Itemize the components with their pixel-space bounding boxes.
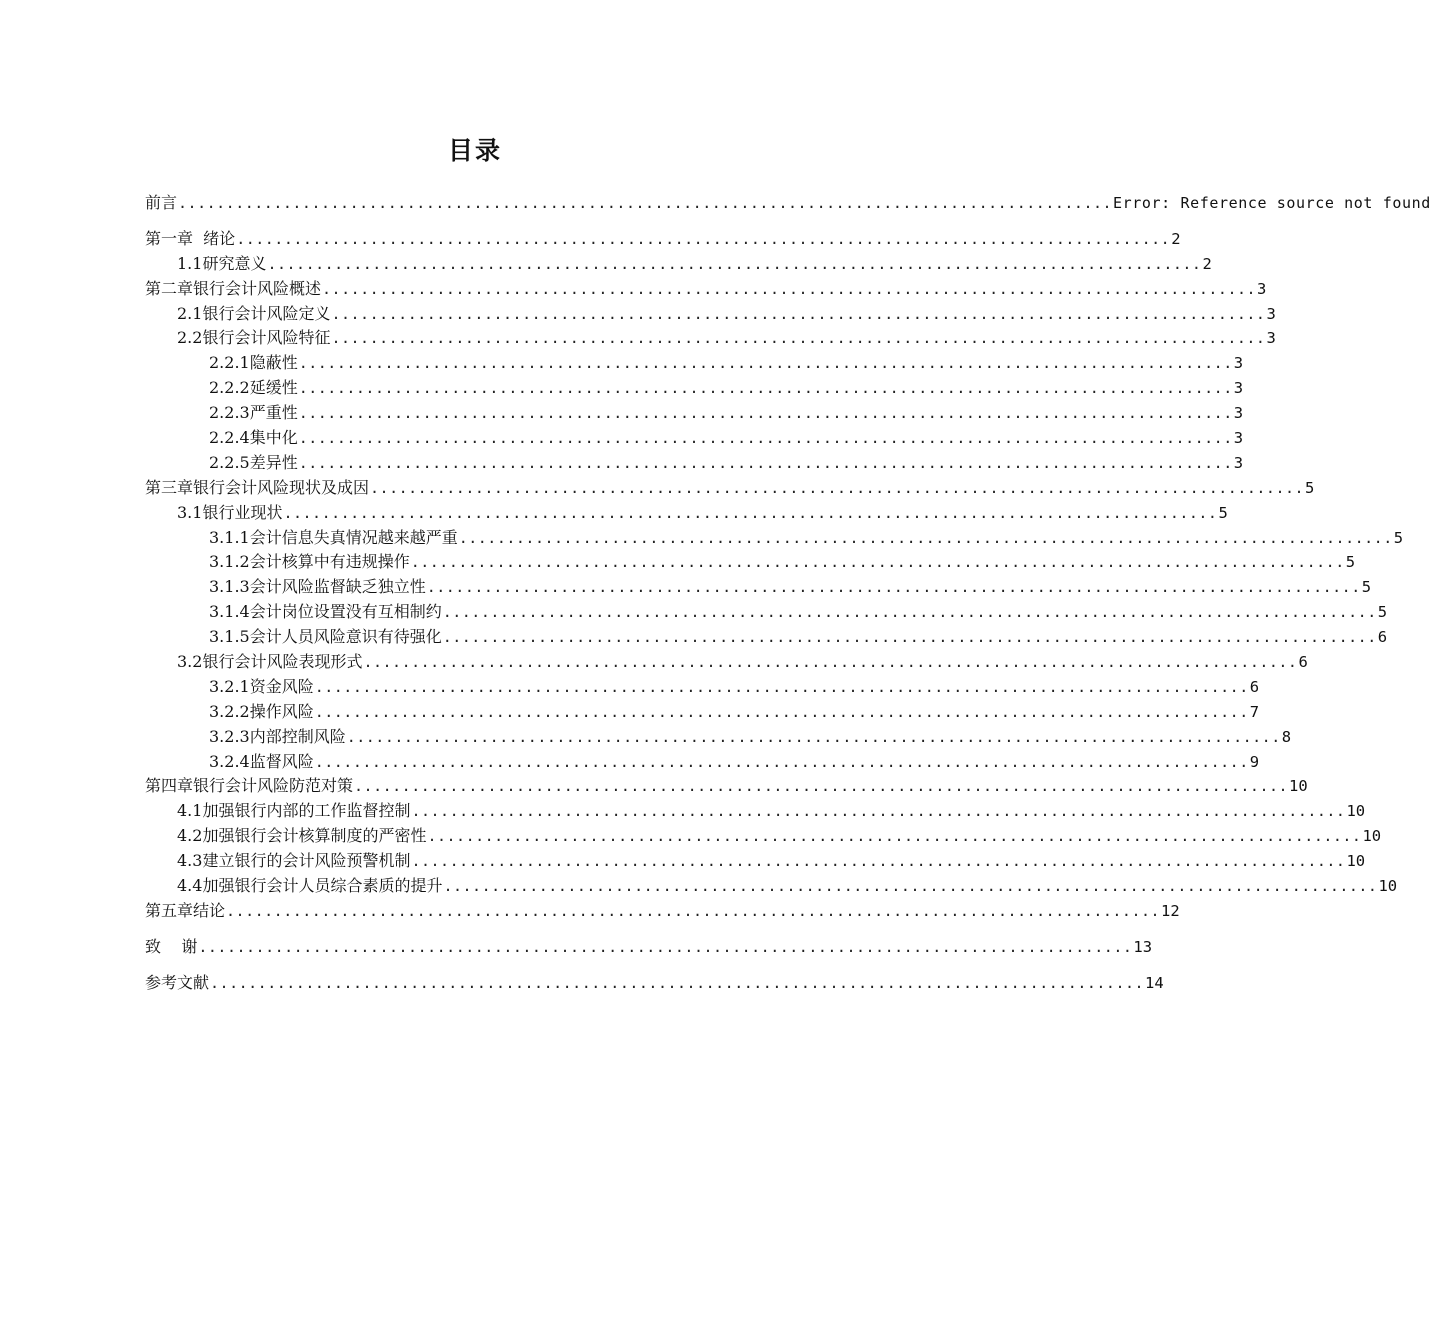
dot-leader: .................................................................................................. [178,194,1113,212]
toc-entry-label: 3.1.5会计人员风险意识有待强化 [209,627,442,647]
toc-entry-label: 3.2.4监督风险 [209,751,314,771]
toc-entry-page: 6 [1298,653,1308,672]
toc-entry-page: 10 [1378,877,1398,896]
toc-entry-page: 3 [1233,379,1244,398]
toc-entry-label: 3.2.2操作风险 [209,701,314,721]
toc-entry-label: 3.1.1会计信息失真情况越来越严重 [209,527,458,547]
toc-entry-page: 10 [1362,827,1382,846]
toc-entry-label: 4.1加强银行内部的工作监督控制 [177,801,411,821]
toc-entry-page: 10 [1289,777,1308,796]
dot-leader: .................................................................................................. [410,553,1345,572]
toc-entry-page: 9 [1249,752,1260,771]
toc-entry[interactable] [145,650,1308,675]
toc-entry[interactable] [145,451,1244,476]
dot-leader: .................................................................................................. [283,503,1218,522]
toc-entry-page: Error: Reference source not found [1113,194,1431,212]
toc-entry[interactable] [145,750,1260,775]
toc-entry-label: 第四章银行会计风险防范对策 [145,776,354,796]
dot-leader: .................................................................................................. [363,653,1298,672]
toc-entry-label: 参考文献 [145,972,210,992]
toc-entry-page: 5 [1361,578,1372,597]
dot-leader: .................................................................................................. [210,973,1145,992]
toc-entry-label: 第五章结论 [145,900,226,920]
dot-leader: .................................................................................................. [298,453,1233,472]
toc-entry-label: 3.1银行业现状 [177,502,283,522]
dot-leader: .................................................................................................. [314,677,1249,696]
toc-entry-page: 3 [1233,453,1244,472]
dot-leader: .................................................................................................. [442,628,1377,647]
toc-entry[interactable] [145,899,1180,924]
toc-entry-page: 5 [1345,553,1356,572]
toc-entry-label: 4.4加强银行会计人员综合素质的提升 [177,876,443,896]
toc-entry-page: 8 [1281,727,1292,746]
toc-entry[interactable] [145,376,1244,401]
toc-entry[interactable] [145,191,1431,216]
page-title: 目录 [447,136,502,165]
toc-entry-page: 3 [1233,404,1244,423]
toc-entry-label: 2.2.5差异性 [209,452,298,472]
toc-entry[interactable] [145,476,1315,501]
toc-entry-label: 前言 [145,193,178,212]
dot-leader: .................................................................................................. [370,478,1305,497]
toc-entry[interactable] [145,426,1244,451]
dot-leader: .................................................................................................. [322,279,1257,298]
toc-entry-page: 3 [1257,279,1267,298]
toc-entry-page: 5 [1377,603,1388,622]
toc-entry-label: 4.2加强银行会计核算制度的严密性 [177,826,427,846]
toc-entry-page: 6 [1249,677,1260,696]
dot-leader: .................................................................................................. [427,827,1362,846]
dot-leader: .................................................................................................. [298,379,1233,398]
toc-entry[interactable] [145,326,1276,351]
toc-entry-page: 13 [1133,937,1153,956]
toc-entry[interactable] [145,799,1366,824]
toc-entry-label: 2.2.2延缓性 [209,378,298,398]
dot-leader: .................................................................................................. [298,354,1233,373]
dot-leader: .................................................................................................. [426,578,1361,597]
toc-entry[interactable] [145,625,1388,650]
toc-entry-page: 2 [1171,229,1181,248]
toc-entry[interactable] [145,575,1372,600]
toc-entry[interactable] [145,874,1398,899]
dot-leader: .................................................................................................. [411,802,1346,821]
toc-entry-label: 第二章银行会计风险概述 [145,278,322,298]
toc-entry-label: 3.1.2会计核算中有违规操作 [209,552,410,572]
toc-entry[interactable] [145,277,1267,302]
toc-entry-page: 5 [1218,503,1228,522]
dot-leader: .................................................................................................. [411,852,1346,871]
toc-entry-label: 4.3建立银行的会计风险预警机制 [177,851,411,871]
toc-entry-page: 6 [1377,628,1388,647]
toc-entry-label: 1.1研究意义 [177,253,267,273]
toc-entry-page: 3 [1233,354,1244,373]
toc-entry[interactable] [145,935,1153,960]
toc-entry-label: 2.1银行会计风险定义 [177,303,331,323]
toc-entry-label: 3.2.1资金风险 [209,676,314,696]
dot-leader: .................................................................................................. [298,404,1233,423]
dot-leader: .................................................................................................. [267,254,1202,273]
toc-entry-page: 12 [1161,901,1180,920]
toc-entry-page: 10 [1346,802,1366,821]
toc-entry-page: 3 [1266,304,1276,323]
toc-entry-label: 3.1.3会计风险监督缺乏独立性 [209,577,426,597]
toc-entry-page: 3 [1266,329,1276,348]
toc-entry[interactable] [145,351,1244,376]
toc-entry-page: 3 [1233,429,1244,448]
toc-entry[interactable] [145,675,1260,700]
dot-leader: .................................................................................................. [298,429,1233,448]
toc-entry-page: 14 [1145,973,1164,992]
toc-entry[interactable] [145,526,1404,551]
toc-entry[interactable] [145,401,1244,426]
toc-entry-page: 5 [1305,478,1315,497]
dot-leader: .................................................................................................. [314,702,1249,721]
toc-entry[interactable] [145,252,1212,277]
toc-entry[interactable] [145,725,1292,750]
toc-entry-label: 3.2.3内部控制风险 [209,726,346,746]
table-of-contents [145,191,1431,996]
toc-entry[interactable] [145,849,1366,874]
toc-entry[interactable] [145,550,1356,575]
dot-leader: .................................................................................................. [331,304,1266,323]
toc-entry-label: 第三章银行会计风险现状及成因 [145,477,370,497]
dot-leader: .................................................................................................. [236,229,1171,248]
toc-entry-page: 10 [1346,852,1366,871]
dot-leader: .................................................................................................. [458,528,1393,547]
dot-leader: .................................................................................................. [442,603,1377,622]
toc-entry[interactable] [145,774,1308,799]
toc-entry[interactable] [145,600,1388,625]
toc-entry-page: 5 [1393,528,1404,547]
dot-leader: .................................................................................................. [314,752,1249,771]
toc-entry-label: 第一章 绪论 [145,228,236,248]
dot-leader: .................................................................................................. [226,901,1161,920]
toc-entry[interactable] [145,302,1276,327]
toc-entry-label: 3.1.4会计岗位设置没有互相制约 [209,602,442,622]
toc-entry-label: 2.2.4集中化 [209,428,298,448]
toc-entry[interactable] [145,501,1228,526]
dot-leader: .................................................................................................. [346,727,1281,746]
dot-leader: .................................................................................................. [331,329,1266,348]
dot-leader: .................................................................................................. [443,877,1378,896]
toc-entry[interactable] [145,824,1382,849]
toc-entry-label: 2.2.1隐蔽性 [209,353,298,373]
toc-entry-page: 7 [1249,702,1260,721]
toc-entry-page: 2 [1202,254,1212,273]
toc-entry-label: 3.2银行会计风险表现形式 [177,652,363,672]
toc-entry-label: 2.2.3严重性 [209,403,298,423]
toc-entry-label: 致 谢 [145,936,198,956]
toc-entry[interactable] [145,700,1260,725]
toc-entry[interactable] [145,227,1181,252]
dot-leader: .................................................................................................. [354,777,1289,796]
toc-entry[interactable] [145,971,1164,996]
dot-leader: .................................................................................................. [198,937,1133,956]
toc-entry-label: 2.2银行会计风险特征 [177,328,331,348]
